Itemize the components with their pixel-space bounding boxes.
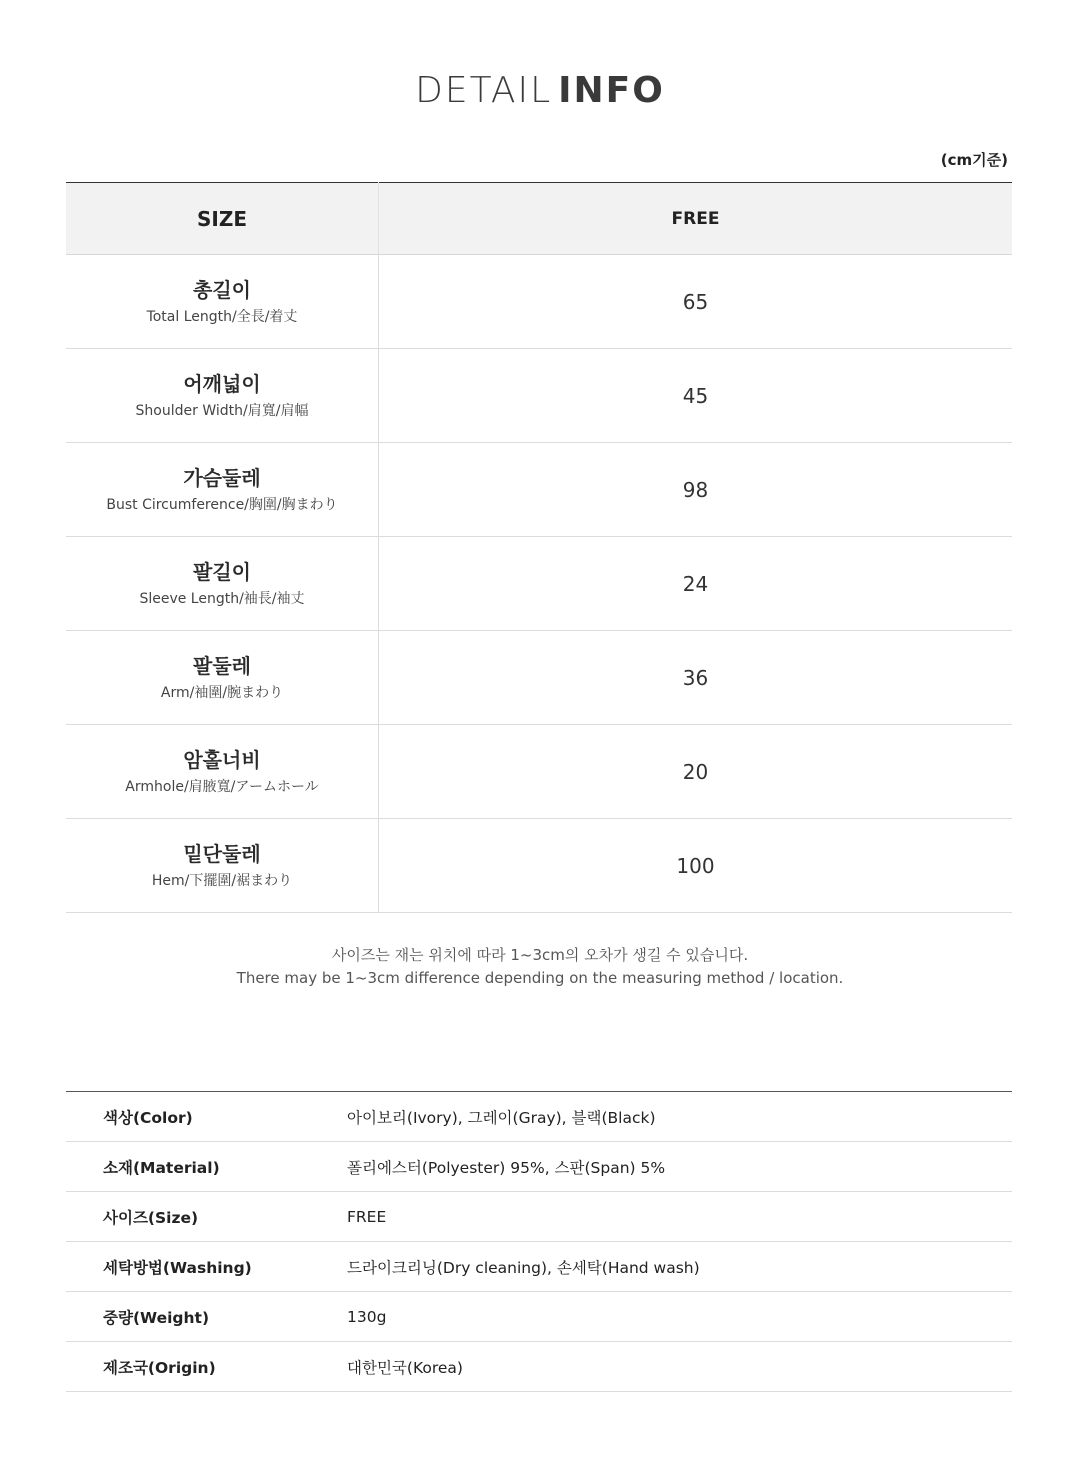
size-row-armhole (66, 725, 1012, 819)
measurement-name-kor: 어깨넓이 (183, 372, 261, 396)
size-row-hem (66, 819, 1012, 913)
info-key: 세탁방법(Washing) (66, 1242, 347, 1292)
measurement-name-kor: 총길이 (193, 278, 251, 302)
unit-note: (cm기준) (940, 151, 1008, 169)
measurement-value: 65 (379, 255, 1013, 349)
measurement-name-eng: Hem/下擺圍/裾まわり (151, 873, 293, 889)
measurement-note-kor: 사이즈는 재는 위치에 따라 1~3cm의 오차가 생길 수 있습니다. (331, 946, 749, 964)
size-row-label (66, 725, 379, 819)
measurement-name-eng: Total Length/全長/着丈 (146, 309, 298, 325)
measurement-name-kor: 가슴둘레 (183, 466, 261, 490)
size-row-sleeve-length (66, 537, 1012, 631)
info-value: 대한민국(Korea) (347, 1342, 1012, 1392)
info-value: FREE (347, 1192, 1012, 1242)
size-row-label (66, 537, 379, 631)
page-title (0, 70, 1080, 111)
measurement-name-eng: Bust Circumference/胸圍/胸まわり (106, 497, 338, 513)
info-value: 130g (347, 1292, 1012, 1342)
size-row-label (66, 255, 379, 349)
info-row-material (66, 1142, 1012, 1192)
measurement-value: 45 (379, 349, 1013, 443)
measurement-name-eng: Shoulder Width/肩寬/肩幅 (135, 403, 309, 419)
size-row-label (66, 819, 379, 913)
measurement-value: 100 (379, 819, 1013, 913)
measurement-note (0, 944, 1080, 990)
page-title-bold: INFO (558, 70, 665, 111)
size-header-free: FREE (379, 183, 1013, 255)
info-row-color (66, 1092, 1012, 1142)
measurement-name-kor: 팔길이 (193, 560, 251, 584)
size-row-label (66, 443, 379, 537)
measurement-name-kor: 밑단둘레 (183, 842, 261, 866)
info-key: 제조국(Origin) (66, 1342, 347, 1392)
measurement-value: 20 (379, 725, 1013, 819)
measurement-value: 36 (379, 631, 1013, 725)
measurement-note-eng: There may be 1~3cm difference depending on the measuring method / location. (236, 969, 844, 987)
size-row-arm (66, 631, 1012, 725)
info-row-weight (66, 1292, 1012, 1342)
info-row-washing (66, 1242, 1012, 1292)
size-row-label (66, 349, 379, 443)
size-table-header-row (66, 183, 1012, 255)
info-key: 사이즈(Size) (66, 1192, 347, 1242)
size-row-shoulder-width (66, 349, 1012, 443)
size-row-total-length (66, 255, 1012, 349)
size-row-label (66, 631, 379, 725)
info-key: 중량(Weight) (66, 1292, 347, 1342)
info-row-size (66, 1192, 1012, 1242)
info-row-origin (66, 1342, 1012, 1392)
info-value: 폴리에스터(Polyester) 95%, 스판(Span) 5% (347, 1142, 1012, 1192)
info-value: 아이보리(Ivory), 그레이(Gray), 블랙(Black) (347, 1092, 1012, 1142)
info-key: 색상(Color) (66, 1092, 347, 1142)
size-row-bust (66, 443, 1012, 537)
measurement-name-eng: Armhole/肩腋寬/アームホール (125, 779, 319, 795)
size-table (66, 182, 1012, 913)
product-info-table (66, 1091, 1012, 1392)
info-key: 소재(Material) (66, 1142, 347, 1192)
size-header-label: SIZE (66, 183, 379, 255)
measurement-name-eng: Sleeve Length/袖長/袖丈 (139, 591, 305, 607)
measurement-name-kor: 암홀너비 (183, 748, 261, 772)
measurement-value: 98 (379, 443, 1013, 537)
info-value: 드라이크리닝(Dry cleaning), 손세탁(Hand wash) (347, 1242, 1012, 1292)
measurement-name-kor: 팔둘레 (193, 654, 251, 678)
page-title-light: DETAIL (415, 70, 553, 111)
measurement-name-eng: Arm/袖圍/腕まわり (160, 685, 284, 701)
measurement-value: 24 (379, 537, 1013, 631)
